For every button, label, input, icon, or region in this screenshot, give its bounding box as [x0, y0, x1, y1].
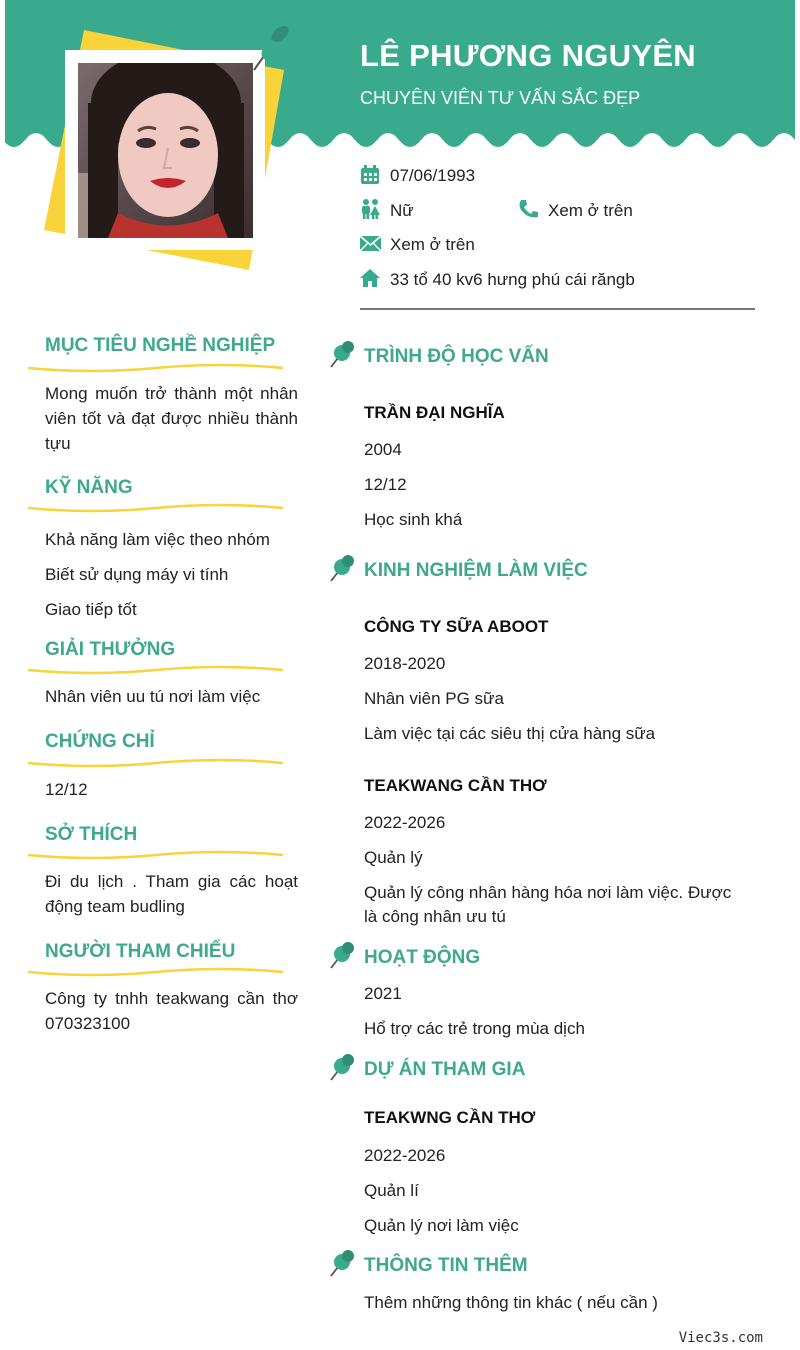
projects-heading: DỰ ÁN THAM GIA	[364, 1059, 526, 1080]
heading-underline	[28, 502, 283, 516]
phone-icon	[518, 199, 540, 219]
pushpin-icon	[328, 338, 358, 370]
extra-heading: THÔNG TIN THÊM	[364, 1255, 528, 1276]
heading-underline	[28, 849, 283, 863]
heading-underline	[28, 664, 283, 678]
dob-value: 07/06/1993	[390, 166, 476, 185]
certs-heading: CHỨNG CHỈ	[45, 731, 155, 752]
activity-year: 2021	[364, 984, 402, 1003]
experience-heading: KINH NGHIỆM LÀM VIỆC	[364, 560, 588, 581]
gender-value: Nữ	[390, 201, 414, 220]
project-name: TEAKWNG CẦN THƠ	[364, 1108, 536, 1127]
activity-desc: Hổ trợ các trẻ trong mùa dịch	[364, 1019, 585, 1038]
extra-text: Thêm những thông tin khác ( nếu cần )	[364, 1293, 658, 1312]
pushpin-icon	[248, 22, 292, 74]
skill-item: Khả năng làm việc theo nhóm	[45, 530, 270, 549]
watermark: Viec3s.com	[678, 1330, 763, 1346]
project-desc: Quản lý nơi làm việc	[364, 1216, 519, 1235]
profile-title: CHUYÊN VIÊN TƯ VẤN SẮC ĐẸP	[360, 88, 641, 108]
awards-text: Nhân viên uu tú nơi làm việc	[45, 687, 261, 706]
home-icon	[360, 268, 382, 288]
education-note: Học sinh khá	[364, 510, 463, 529]
education-grade: 12/12	[364, 475, 407, 494]
job-company: TEAKWANG CẦN THƠ	[364, 776, 547, 795]
awards-heading: GIẢI THƯỞNG	[45, 639, 176, 660]
pushpin-icon	[328, 939, 358, 971]
school-name: TRẦN ĐẠI NGHĨA	[364, 403, 505, 422]
heading-underline	[28, 757, 283, 771]
phone-value: Xem ở trên	[548, 201, 633, 220]
job-role: Nhân viên PG sữa	[364, 689, 504, 708]
contact-divider	[360, 308, 755, 310]
education-year: 2004	[364, 440, 402, 459]
job-desc: Quản lý công nhân hàng hóa nơi làm việc. Được là công nhân ưu tú	[364, 883, 732, 926]
pushpin-icon	[328, 1247, 358, 1279]
profile-name: LÊ PHƯƠNG NGUYÊN	[360, 38, 696, 73]
project-role: Quản lí	[364, 1181, 419, 1200]
hobbies-heading: SỞ THÍCH	[45, 824, 138, 845]
certs-text: 12/12	[45, 780, 88, 799]
pushpin-icon	[328, 1051, 358, 1083]
objective-heading: MỤC TIÊU NGHỀ NGHIỆP	[45, 335, 276, 356]
references-text: Công ty tnhh teakwang cần thơ 070323100	[45, 989, 298, 1033]
skills-heading: KỸ NĂNG	[45, 477, 133, 498]
avatar	[78, 63, 253, 238]
calendar-icon	[360, 165, 382, 185]
skill-item: Biết sử dụng máy vi tính	[45, 565, 229, 584]
pushpin-icon	[328, 552, 358, 584]
project-period: 2022-2026	[364, 1146, 446, 1165]
objective-text: Mong muốn trở thành một nhân viên tốt và đạt được nhiều thành tựu	[45, 384, 298, 453]
gender-icon	[360, 199, 382, 219]
job-company: CÔNG TY SỮA ABOOT	[364, 617, 549, 636]
education-heading: TRÌNH ĐỘ HỌC VẤN	[364, 346, 549, 367]
job-period: 2022-2026	[364, 813, 446, 832]
skill-item: Giao tiếp tốt	[45, 600, 137, 619]
activities-heading: HOẠT ĐỘNG	[364, 947, 481, 968]
references-heading: NGƯỜI THAM CHIẾU	[45, 941, 236, 962]
heading-underline	[28, 362, 283, 376]
job-role: Quản lý	[364, 848, 423, 867]
heading-underline	[28, 966, 283, 980]
email-value: Xem ở trên	[390, 235, 475, 254]
address-value: 33 tổ 40 kv6 hưng phú cái răngb	[390, 270, 635, 289]
job-desc: Làm việc tại các siêu thị cửa hàng sữa	[364, 724, 656, 743]
hobbies-text: Đi du lịch . Tham gia các hoạt động team budling	[45, 872, 298, 916]
job-period: 2018-2020	[364, 654, 446, 673]
email-icon	[360, 234, 382, 254]
